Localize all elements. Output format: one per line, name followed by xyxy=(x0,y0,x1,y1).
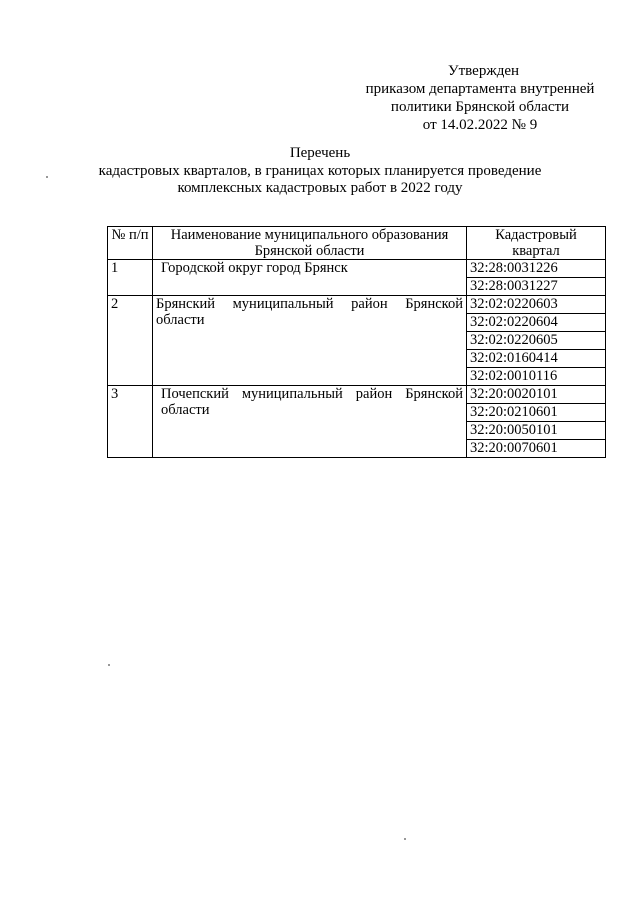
table-row xyxy=(108,296,606,314)
title-line-1: Перечень xyxy=(289,145,351,161)
approval-line-1: Утвержден xyxy=(448,63,520,79)
row-name: Брянский муниципальный район Брянской области xyxy=(153,296,467,386)
approval-line-3: политики Брянской области xyxy=(390,99,570,115)
title-line-2: кадастровых кварталов, в границах которых планируется проведение xyxy=(98,163,542,179)
cadastral-code: 32:28:0031226 xyxy=(467,260,606,278)
cadastral-quarters-table xyxy=(107,226,606,458)
cadastral-code: 32:20:0050101 xyxy=(467,422,606,440)
cadastral-code: 32:20:0020101 xyxy=(467,386,606,404)
row-name: Почепский муниципальный район Брянской области xyxy=(153,386,467,458)
header-name: Наименование муниципального образования Брянской области xyxy=(153,227,467,260)
title-line-3: комплексных кадастровых работ в 2022 году xyxy=(177,180,463,196)
cadastral-code: 32:02:0010116 xyxy=(467,368,606,386)
cadastral-code: 32:02:0160414 xyxy=(467,350,606,368)
row-num: 2 xyxy=(108,296,153,386)
approval-line-4: от 14.02.2022 № 9 xyxy=(422,117,538,133)
document-title xyxy=(0,145,640,197)
scan-speck xyxy=(108,664,110,666)
scan-speck xyxy=(404,838,406,840)
row-num: 1 xyxy=(108,260,153,296)
approval-stamp xyxy=(350,62,610,134)
header-num: № п/п xyxy=(108,227,153,260)
header-code: Кадастровый квартал xyxy=(467,227,606,260)
cadastral-code: 32:02:0220605 xyxy=(467,332,606,350)
row-name: Городской округ город Брянск xyxy=(153,260,467,296)
cadastral-code: 32:02:0220604 xyxy=(467,314,606,332)
approval-line-2: приказом департамента внутренней xyxy=(365,81,595,97)
cadastral-code: 32:28:0031227 xyxy=(467,278,606,296)
table-row xyxy=(108,386,606,404)
table-row xyxy=(108,260,606,278)
table-header-row xyxy=(108,227,606,260)
row-num: 3 xyxy=(108,386,153,458)
scan-speck xyxy=(46,176,48,178)
cadastral-code: 32:20:0210601 xyxy=(467,404,606,422)
cadastral-code: 32:20:0070601 xyxy=(467,440,606,458)
cadastral-code: 32:02:0220603 xyxy=(467,296,606,314)
